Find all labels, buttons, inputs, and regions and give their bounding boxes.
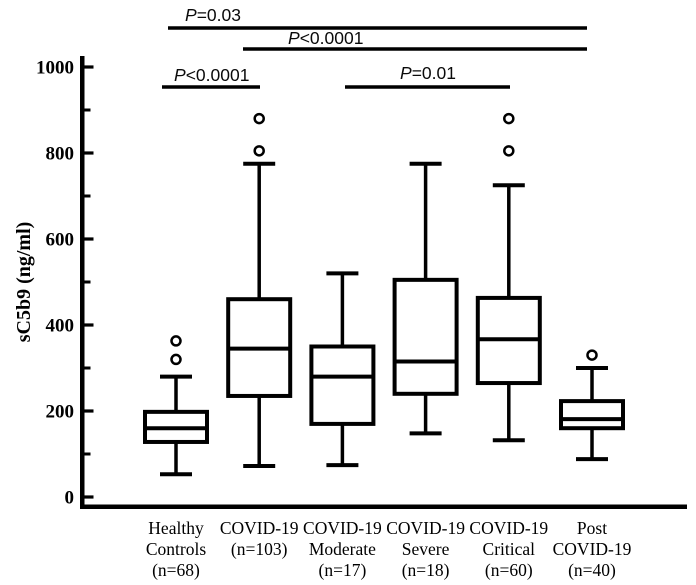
minor-tick: [85, 109, 91, 112]
major-tick: [85, 151, 94, 154]
category-label-line: COVID-19: [552, 539, 632, 559]
tick-label: 0: [64, 487, 74, 509]
category-label: [386, 518, 465, 580]
box-group: [561, 351, 623, 460]
x-axis-line: [80, 505, 687, 510]
tick-label: 400: [45, 315, 74, 337]
major-tick: [85, 495, 94, 498]
box: [311, 347, 373, 424]
category-label: [303, 518, 382, 580]
minor-tick: [85, 367, 91, 370]
tick-label: 600: [45, 229, 74, 251]
significance-label: P<0.0001: [174, 65, 250, 85]
minor-tick: [85, 453, 91, 456]
box: [561, 401, 623, 428]
outlier-point: [504, 114, 513, 123]
y-axis-line: [80, 56, 85, 509]
tick-label: 800: [45, 143, 74, 165]
category-label: [220, 518, 299, 559]
outlier-point: [255, 114, 264, 123]
significance-label: P=0.01: [400, 63, 456, 83]
category-labels: [146, 518, 632, 580]
major-tick: [85, 409, 94, 412]
category-label-line: (n=68): [152, 560, 200, 580]
significance-bar: [168, 26, 587, 30]
category-label-line: COVID-19: [219, 518, 299, 538]
category-label-line: Controls: [145, 539, 207, 559]
box-group: [145, 336, 207, 474]
significance-bars: [162, 5, 587, 89]
significance-label: P<0.0001: [288, 28, 364, 48]
minor-tick: [85, 195, 91, 198]
category-label-line: Post: [576, 518, 608, 538]
category-label-line: (n=103): [230, 539, 288, 559]
category-label-line: COVID-19: [386, 518, 465, 538]
tick-label: 1000: [36, 57, 74, 79]
significance-label: P=0.03: [185, 5, 241, 25]
category-label-line: Healthy: [148, 518, 204, 538]
major-tick: [85, 237, 94, 240]
category-label-line: COVID-19: [303, 518, 382, 538]
tick-label: 200: [45, 401, 74, 423]
significance-bar: [162, 85, 260, 89]
category-label-line: COVID-19: [469, 518, 549, 538]
major-tick: [85, 323, 94, 326]
box: [395, 280, 457, 394]
boxes: [145, 114, 623, 474]
category-label: [553, 518, 632, 580]
outlier-point: [172, 336, 181, 345]
category-label-line: (n=60): [484, 560, 533, 580]
category-label-line: Severe: [401, 539, 450, 559]
category-label-line: Critical: [482, 539, 536, 559]
y-axis-title: sC5b9 (ng/ml): [13, 221, 35, 343]
box-group: [311, 273, 373, 465]
category-label: [146, 518, 206, 580]
category-label-line: (n=18): [401, 560, 450, 580]
outlier-point: [504, 146, 513, 155]
box-group: [395, 164, 457, 434]
major-tick: [85, 65, 94, 68]
box-group: [478, 114, 540, 440]
category-label-line: (n=40): [568, 560, 616, 580]
box-group: [228, 114, 290, 466]
category-label-line: Moderate: [308, 539, 376, 559]
category-label: [469, 518, 548, 580]
outlier-point: [172, 355, 181, 364]
axes: [36, 56, 687, 509]
outlier-point: [255, 146, 264, 155]
minor-tick: [85, 281, 91, 284]
significance-bar: [345, 85, 510, 89]
category-label-line: (n=17): [318, 560, 367, 580]
outlier-point: [588, 351, 597, 360]
